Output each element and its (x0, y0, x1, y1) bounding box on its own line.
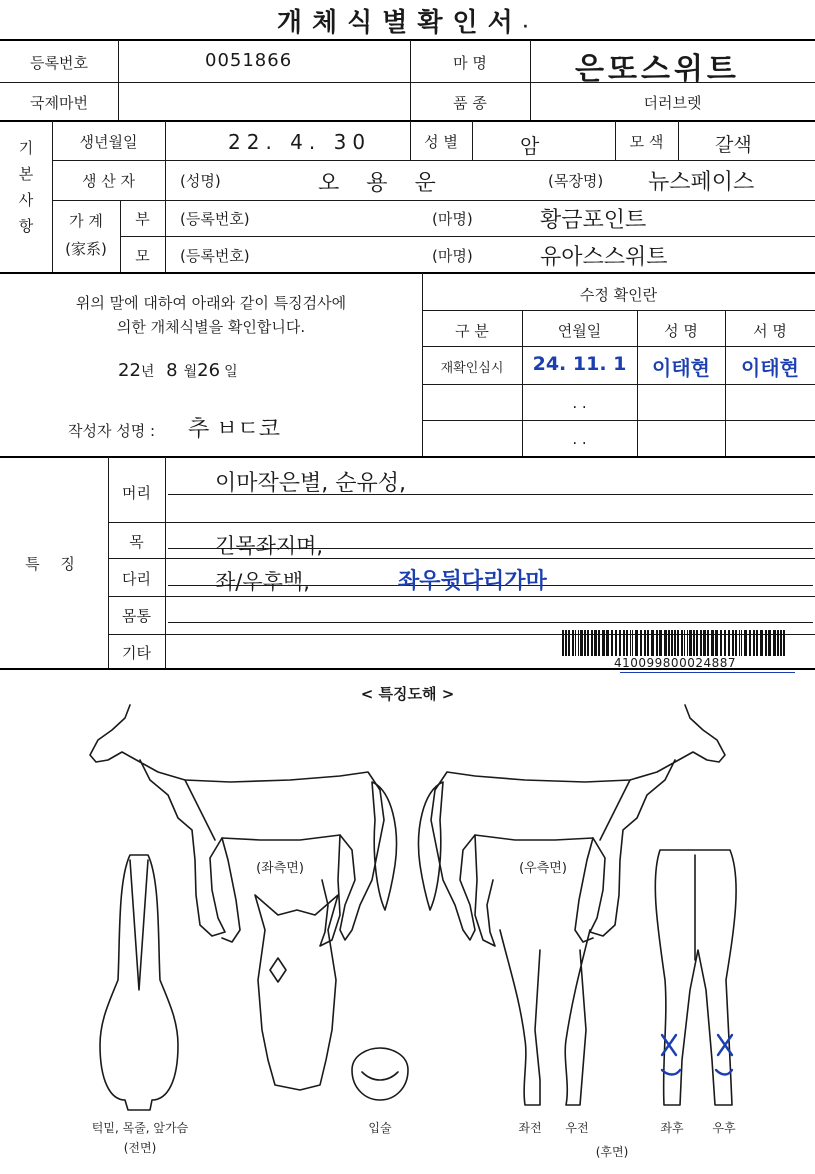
barcode-bar (674, 630, 676, 656)
barcode-bar (703, 630, 706, 656)
top-border (0, 39, 815, 41)
author-label: 작성자 성명 : (68, 422, 156, 440)
revision-header: 수정 확인란 (579, 286, 658, 304)
barcode-bar (677, 630, 679, 656)
barcode-bar (668, 630, 670, 656)
hind-legs-drawing (655, 850, 736, 1105)
producer-name-value: 오 용 운 (318, 171, 446, 196)
head-value: 이마작은별, 순유성, (215, 471, 406, 496)
reg-no-label: 등록번호 (30, 54, 88, 72)
rev-col-date: 연월일 (557, 322, 602, 340)
features-section-label: 특 징 (25, 555, 83, 573)
dam-name-value: 유아스스위트 (540, 245, 668, 270)
dam-regno-label: (등록번호) (180, 247, 250, 265)
rev-row2-date: . . (572, 394, 587, 412)
barcode-bar (711, 630, 714, 656)
hind-leg-marks (662, 1035, 732, 1075)
barcode-bar (584, 630, 586, 656)
row-divider-6 (0, 272, 815, 274)
neck-value: 긴목좌지며, (215, 534, 324, 558)
date-year: 22 (118, 360, 141, 381)
farm-value: 뉴스페이스 (648, 170, 755, 195)
date-day: 26 (197, 360, 221, 381)
rev-col-sign: 서 명 (753, 322, 787, 340)
other-label: 기타 (122, 644, 151, 662)
fore-left-caption: 좌전 (518, 1121, 542, 1135)
barcode-bar (780, 630, 782, 656)
barcode-bar (732, 630, 734, 656)
barcode-number: 410099800024887 (613, 656, 737, 670)
barcode-bar (671, 630, 673, 656)
lineage-label: 가 계 (69, 212, 103, 230)
barcode-bar (575, 630, 576, 656)
barcode-bar (765, 630, 767, 656)
barcode-bar (619, 630, 621, 656)
breed-value: 더러브렛 (643, 94, 702, 112)
barcode-bar (715, 630, 718, 656)
farm-label: (목장명) (548, 172, 604, 190)
barcode-bar (630, 630, 631, 656)
date-month-unit: 월 (183, 364, 198, 380)
confirm-date (118, 360, 238, 381)
sire-label: 부 (135, 210, 150, 228)
sire-regno-label: (등록번호) (180, 210, 250, 228)
vline-reg-1 (118, 40, 119, 120)
basic-label-char-4: 항 (18, 217, 34, 235)
barcode-bar (739, 630, 740, 656)
statement-line-2: 의한 개체식별을 확인합니다. (116, 318, 306, 336)
reg-no-value: 0051866 (205, 50, 293, 71)
barcode-bar (626, 630, 628, 656)
basic-section-label (0, 135, 52, 239)
front-sub-caption: (전면) (123, 1141, 157, 1155)
intl-no-label: 국제마번 (30, 94, 88, 112)
rev-divider-3 (422, 384, 815, 385)
barcode-bar (735, 630, 737, 656)
barcode-bar (656, 630, 658, 656)
barcode-bar (615, 630, 617, 656)
rev-divider-4 (422, 420, 815, 421)
producer-name-label: (성명) (180, 172, 221, 190)
barcode-bar (635, 630, 638, 656)
barcode-bar (644, 630, 646, 656)
breed-label: 품 종 (453, 94, 487, 112)
statement-line-1: 위의 말에 대하여 아래와 같이 특징검사에 (75, 294, 347, 312)
producer-label: 생 산 자 (81, 172, 135, 190)
rev-divider-2 (422, 346, 815, 347)
front-view-drawing (100, 855, 178, 1110)
muzzle-caption: 입술 (368, 1121, 392, 1135)
barcode-bar (565, 630, 567, 656)
barcode (560, 630, 790, 658)
neck-label: 목 (129, 533, 144, 551)
basic-label-char-2: 본 (18, 165, 34, 183)
barcode-bar (591, 630, 593, 656)
date-year-unit: 년 (140, 364, 155, 380)
row-divider-2 (0, 120, 815, 122)
sire-name-label: (마명) (432, 210, 473, 228)
barcode-bar (687, 630, 688, 656)
left-side-label: (좌측면) (256, 861, 304, 876)
barcode-bar (664, 630, 667, 656)
barcode-bar (587, 630, 589, 656)
barcode-bar (640, 630, 642, 656)
barcode-bar (768, 630, 771, 656)
right-side-label: (우측면) (519, 861, 567, 876)
color-value: 갈색 (715, 134, 752, 156)
birth-label: 생년월일 (79, 133, 138, 151)
barcode-bar (749, 630, 751, 656)
row-divider-7 (0, 456, 815, 458)
barcode-bar (696, 630, 698, 656)
right-side-horse-drawing (419, 705, 725, 946)
barcode-bar (756, 630, 758, 656)
basic-label-char-3: 사 (18, 191, 34, 209)
dam-label: 모 (135, 247, 150, 265)
barcode-bar (728, 630, 730, 656)
barcode-underline (620, 672, 795, 673)
horse-name-value: 은또스위트 (575, 52, 740, 87)
hind-right-caption: 우후 (712, 1121, 736, 1135)
barcode-bar (760, 630, 763, 656)
barcode-bar (611, 630, 613, 656)
sex-value: 암 (520, 134, 540, 158)
document-title (0, 2, 815, 39)
barcode-bar (602, 630, 605, 656)
barcode-bar (684, 630, 685, 656)
barcode-bar (632, 630, 633, 656)
hind-left-caption: 좌후 (660, 1121, 684, 1135)
feat-divider-1 (108, 522, 815, 523)
date-day-unit: 일 (224, 364, 238, 380)
author-value: 추 ㅂㄷ코 (188, 417, 281, 442)
legs-label: 다리 (122, 570, 151, 588)
vline-basic-4 (165, 200, 166, 272)
barcode-bar (562, 630, 564, 656)
barcode-bar (744, 630, 747, 656)
left-side-horse-drawing (90, 705, 396, 946)
barcode-bar (651, 630, 654, 656)
rev-row3-date: . . (572, 430, 587, 448)
rev-row1-name: 이태현 (652, 356, 710, 380)
rev-row1-date: 24. 11. 1 (532, 353, 627, 375)
front-caption: 턱밑, 목줄, 앞가슴 (91, 1121, 189, 1135)
barcode-bar (700, 630, 702, 656)
date-month: 8 (166, 360, 178, 381)
barcode-bar (741, 630, 742, 656)
fore-legs-drawing (500, 930, 590, 1105)
barcode-bar (720, 630, 722, 656)
feat-divider-3 (108, 596, 815, 597)
barcode-bar (572, 630, 574, 656)
lineage-hanja: (家系) (65, 240, 107, 258)
rear-sub-caption: (후면) (595, 1145, 629, 1159)
rev-row1-sign: 이태현 (741, 356, 799, 380)
rev-col-category: 구 분 (455, 322, 489, 340)
rev-divider-1 (422, 310, 815, 311)
title-mark: · (522, 19, 539, 35)
barcode-bar (707, 630, 709, 656)
legs-value-blue: 좌우뒷다리가마 (398, 569, 547, 594)
rev-col-name: 성 명 (664, 322, 698, 340)
birth-value: 22. 4. 30 (228, 130, 372, 154)
vline-basic-8 (678, 121, 679, 161)
fore-right-caption: 우전 (565, 1121, 589, 1135)
vline-basic-6 (472, 121, 473, 161)
horse-name-label: 마 명 (453, 54, 487, 72)
barcode-bar (724, 630, 726, 656)
basic-label-char-1: 기 (18, 139, 34, 157)
barcode-bar (753, 630, 755, 656)
barcode-bar (598, 630, 600, 656)
title-text: 개체식별확인서 (276, 8, 523, 38)
row-divider-3 (52, 160, 815, 161)
barcode-bar (659, 630, 662, 656)
barcode-bar (783, 630, 785, 656)
color-label: 모 색 (629, 133, 664, 151)
barcode-bar (647, 630, 649, 656)
vline-basic-2 (165, 121, 166, 201)
barcode-bar (594, 630, 597, 656)
barcode-bar (681, 630, 683, 656)
barcode-bar (777, 630, 779, 656)
barcode-bar (578, 630, 579, 656)
diagram-title: < 특징도해 > (360, 685, 455, 703)
rev-row1-category: 재확인심시 (440, 361, 504, 376)
barcode-bar (773, 630, 776, 656)
body-line (168, 622, 813, 623)
muzzle-drawing (352, 1048, 408, 1100)
barcode-bar (623, 630, 625, 656)
row-divider-4 (52, 200, 815, 201)
sire-name-value: 황금포인트 (540, 208, 647, 233)
dam-name-label: (마명) (432, 247, 473, 265)
barcode-bar (689, 630, 692, 656)
sex-label: 성 별 (424, 133, 458, 151)
vline-feat-2 (165, 457, 166, 668)
head-label: 머리 (122, 484, 151, 502)
barcode-bar (693, 630, 695, 656)
barcode-bar (580, 630, 583, 656)
legs-value: 좌/우후백, (215, 570, 310, 594)
barcode-bar (568, 630, 570, 656)
body-label: 몸통 (122, 607, 151, 625)
barcode-bar (606, 630, 609, 656)
row-divider-5 (120, 236, 815, 237)
horse-diagram (0, 700, 815, 1174)
